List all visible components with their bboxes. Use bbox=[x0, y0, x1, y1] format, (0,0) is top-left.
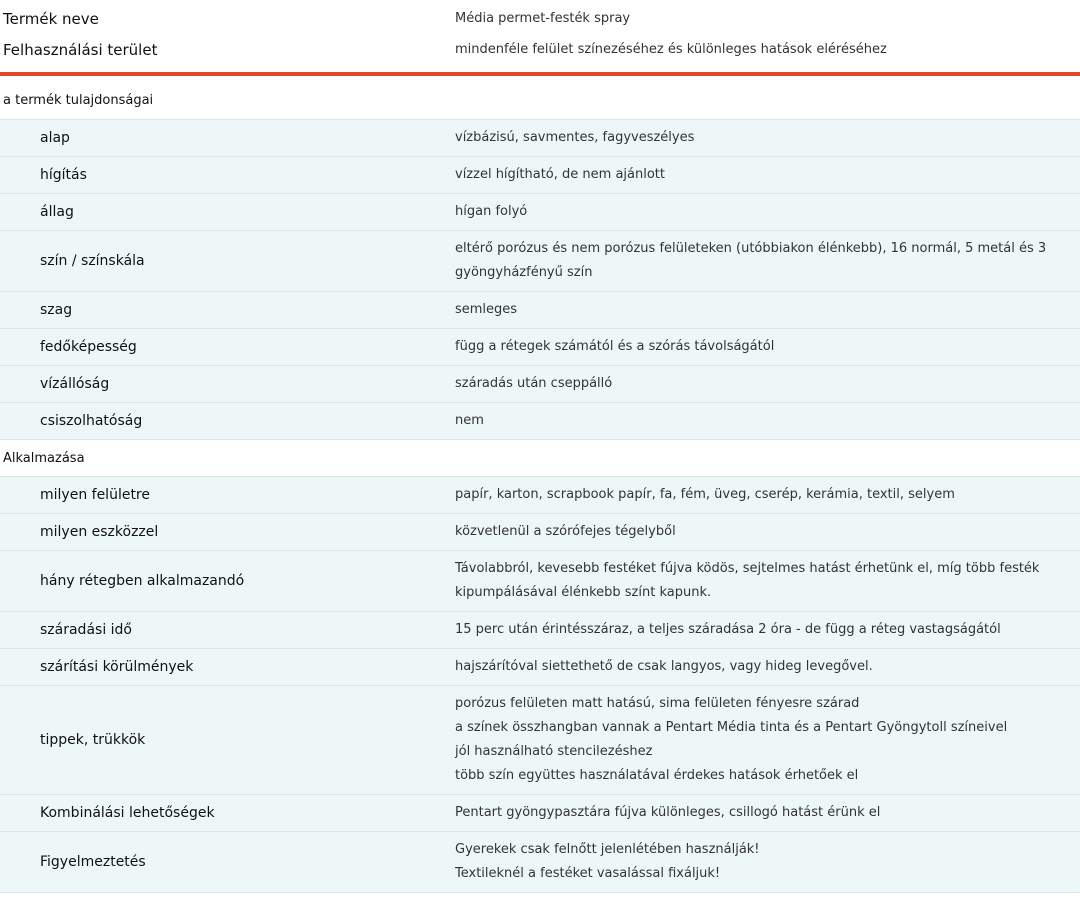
usage-area-row bbox=[0, 31, 1080, 68]
table-row bbox=[0, 194, 1080, 231]
property-label: hány rétegben alkalmazandó bbox=[40, 573, 245, 589]
table-row bbox=[0, 329, 1080, 366]
property-value bbox=[455, 237, 1075, 285]
property-value bbox=[455, 163, 1075, 187]
property-label: milyen eszközzel bbox=[40, 524, 159, 540]
property-value bbox=[455, 335, 1075, 359]
value-line: függ a rétegek számától és a szórás távolságától bbox=[455, 339, 775, 354]
property-label: szín / színskála bbox=[40, 253, 145, 269]
section-heading-properties bbox=[0, 82, 1080, 120]
value-line: Pentart gyöngypasztára fújva különleges, csillogó hatást érünk el bbox=[455, 805, 881, 820]
property-label: Kombinálási lehetőségek bbox=[40, 805, 215, 821]
table-row bbox=[0, 686, 1080, 795]
table-row bbox=[0, 477, 1080, 514]
property-value bbox=[455, 557, 1075, 605]
property-value bbox=[455, 838, 1075, 886]
value-line: hajszárítóval siettethető de csak langyos, vagy hideg levegővel. bbox=[455, 659, 873, 674]
property-label: hígítás bbox=[40, 167, 87, 183]
usage-area-value: mindenféle felület színezéséhez és különleges hatások eléréséhez bbox=[455, 42, 887, 57]
property-value bbox=[455, 126, 1075, 150]
table-row bbox=[0, 403, 1080, 440]
table-row bbox=[0, 514, 1080, 551]
property-label: állag bbox=[40, 204, 74, 220]
spec-table bbox=[0, 82, 1080, 893]
value-line: a színek összhangban vannak a Pentart Média tinta és a Pentart Gyöngytoll színeivel bbox=[455, 720, 1008, 735]
property-label: alap bbox=[40, 130, 70, 146]
property-label: szárítási körülmények bbox=[40, 659, 194, 675]
property-value bbox=[455, 520, 1075, 544]
table-row bbox=[0, 292, 1080, 329]
section-title: a termék tulajdonságai bbox=[3, 93, 154, 108]
header-divider bbox=[0, 72, 1080, 76]
property-label: csiszolhatóság bbox=[40, 413, 143, 429]
property-value bbox=[455, 655, 1075, 679]
property-label: vízállóság bbox=[40, 376, 110, 392]
table-row bbox=[0, 231, 1080, 292]
property-label: Figyelmeztetés bbox=[40, 854, 146, 870]
value-line: semleges bbox=[455, 302, 518, 317]
value-line: Gyerekek csak felnőtt jelenlétében használják! bbox=[455, 842, 760, 857]
value-line: Textileknél a festéket vasalással fixáljuk! bbox=[455, 866, 721, 881]
property-value bbox=[455, 483, 1075, 507]
property-value bbox=[455, 618, 1075, 642]
table-row bbox=[0, 649, 1080, 686]
value-line: több szín együttes használatával érdekes hatások érhetőek el bbox=[455, 768, 859, 783]
product-name-label: Termék neve bbox=[3, 9, 99, 28]
property-value bbox=[455, 200, 1075, 224]
property-label: szag bbox=[40, 302, 73, 318]
property-value bbox=[455, 801, 1075, 825]
value-line: porózus felületen matt hatású, sima felületen fényesre szárad bbox=[455, 696, 860, 711]
value-line: vízbázisú, savmentes, fagyveszélyes bbox=[455, 130, 695, 145]
value-line: Távolabbról, kevesebb festéket fújva ködös, sejtelmes hatást érhetünk el, míg több festék bbox=[455, 561, 1040, 576]
table-row bbox=[0, 120, 1080, 157]
value-line: 15 perc után érintésszáraz, a teljes száradása 2 óra - de függ a réteg vastagságától bbox=[455, 622, 1001, 637]
value-line: közvetlenül a szórófejes tégelyből bbox=[455, 524, 676, 539]
property-value bbox=[455, 692, 1075, 788]
value-line: száradás után cseppálló bbox=[455, 376, 613, 391]
table-row bbox=[0, 832, 1080, 893]
table-row bbox=[0, 157, 1080, 194]
table-row bbox=[0, 366, 1080, 403]
value-line: vízzel hígítható, de nem ajánlott bbox=[455, 167, 665, 182]
property-label: tippek, trükkök bbox=[40, 732, 146, 748]
usage-area-label: Felhasználási terület bbox=[3, 40, 158, 59]
section-heading-application bbox=[0, 440, 1080, 477]
table-row bbox=[0, 795, 1080, 832]
value-line: hígan folyó bbox=[455, 204, 528, 219]
property-value bbox=[455, 298, 1075, 322]
value-line: papír, karton, scrapbook papír, fa, fém, üveg, cserép, kerámia, textil, selyem bbox=[455, 487, 955, 502]
value-line: jól használható stencilezéshez bbox=[455, 744, 653, 759]
table-row bbox=[0, 551, 1080, 612]
property-value bbox=[455, 372, 1075, 396]
property-label: milyen felületre bbox=[40, 487, 150, 503]
table-row bbox=[0, 612, 1080, 649]
property-value bbox=[455, 409, 1075, 433]
property-label: száradási idő bbox=[40, 622, 132, 638]
value-line: gyöngyházfényű szín bbox=[455, 265, 593, 280]
product-name-value: Média permet-festék spray bbox=[455, 11, 631, 26]
value-line: eltérő porózus és nem porózus felületeken (utóbbiakon élénkebb), 16 normál, 5 metál és 3 bbox=[455, 241, 1047, 256]
value-line: nem bbox=[455, 413, 484, 428]
section-title: Alkalmazása bbox=[3, 450, 85, 466]
value-line: kipumpálásával élénkebb színt kapunk. bbox=[455, 585, 712, 600]
property-label: fedőképesség bbox=[40, 339, 137, 355]
